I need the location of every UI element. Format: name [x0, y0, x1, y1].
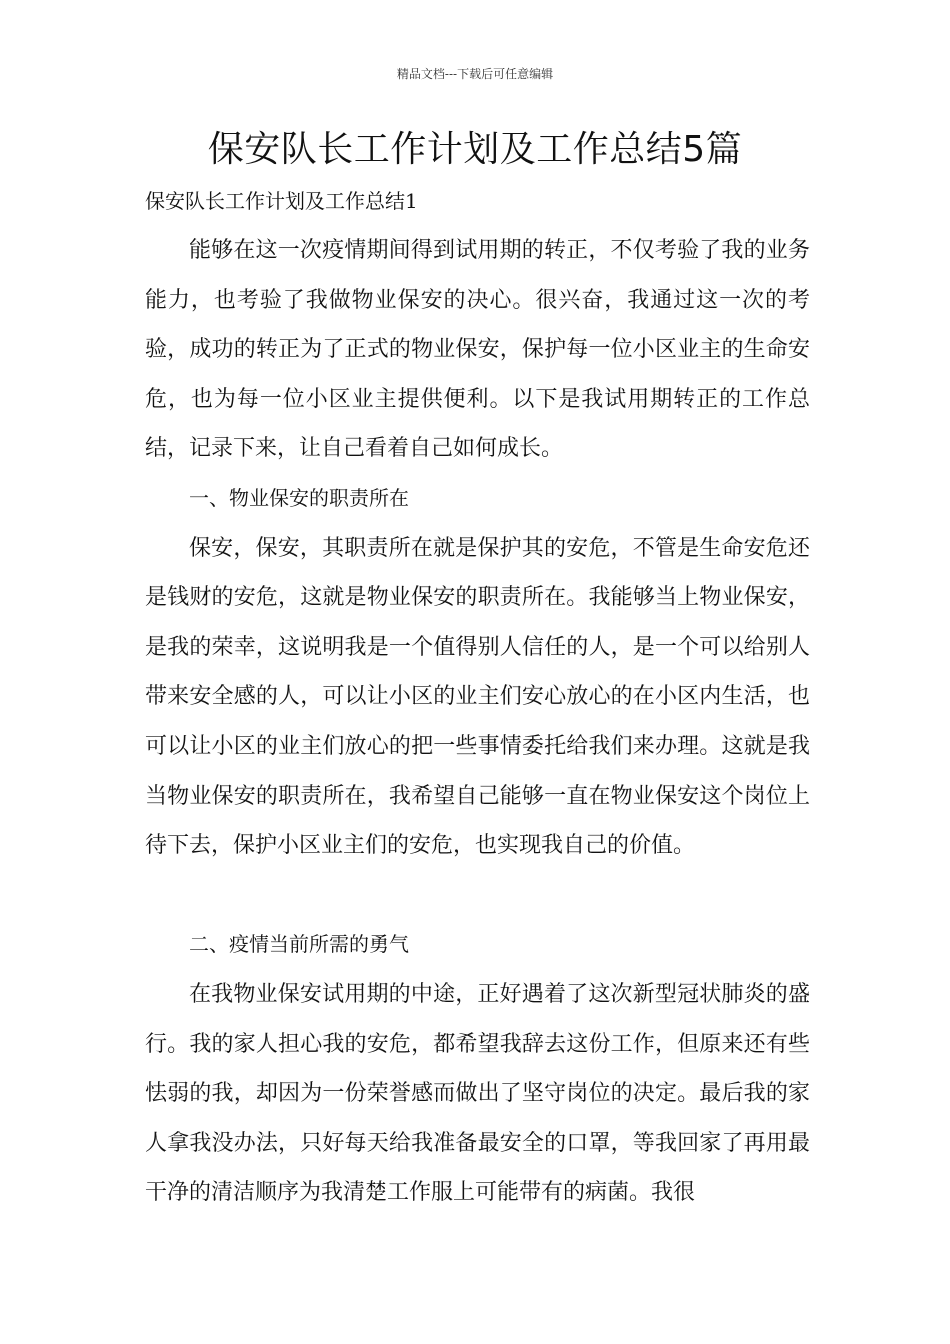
- section-heading-courage: 二、疫情当前所需的勇气: [189, 932, 409, 957]
- document-title: 保安队长工作计划及工作总结5篇: [207, 129, 743, 170]
- document-subtitle: 保安队长工作计划及工作总结1: [145, 189, 418, 213]
- paragraph-duties: 保安，保安，其职责所在就是保护其的安危，不管是生命安危还是钱财的安危，这就是物业保安的职责所在。我能够当上物业保安，是我的荣幸，这说明我是一个值得别人信任的人，是一个可以给别人带来安全感的人，可以让小区的业主们安心放心的在小区内生活，也可以让小区的业主们放心的把一些事情委托给我们来办理。这就是我当物业保安的职责所在，我希望自己能够一直在物业保安这个岗位上待下去，保护小区业主们的安危，也实现我自己的价值。: [145, 535, 810, 859]
- paragraph-courage: 在我物业保安试用期的中途，正好遇着了这次新型冠状肺炎的盛行。我的家人担心我的安危，都希望我辞去这份工作，但原来还有些怯弱的我，却因为一份荣誉感而做出了坚守岗位的决定。最后我的家人拿我没办法，只好每天给我准备最安全的口罩，等我回家了再用最干净的清洁顺序为我清楚工作服上可能带有的病菌。我很: [145, 981, 810, 1206]
- section-heading-duties: 一、物业保安的职责所在: [189, 485, 409, 510]
- document-body: [145, 226, 810, 1218]
- header-note: 精品文档---下载后可任意编辑: [396, 67, 554, 81]
- paragraph-intro: 能够在这一次疫情期间得到试用期的转正，不仅考验了我的业务能力，也考验了我做物业保安的决心。很兴奋，我通过这一次的考验，成功的转正为了正式的物业保安，保护每一位小区业主的生命安危，也为每一位小区业主提供便利。以下是我试用期转正的工作总结，记录下来，让自己看着自己如何成长。: [145, 238, 810, 462]
- paragraph-spacer: [145, 871, 810, 921]
